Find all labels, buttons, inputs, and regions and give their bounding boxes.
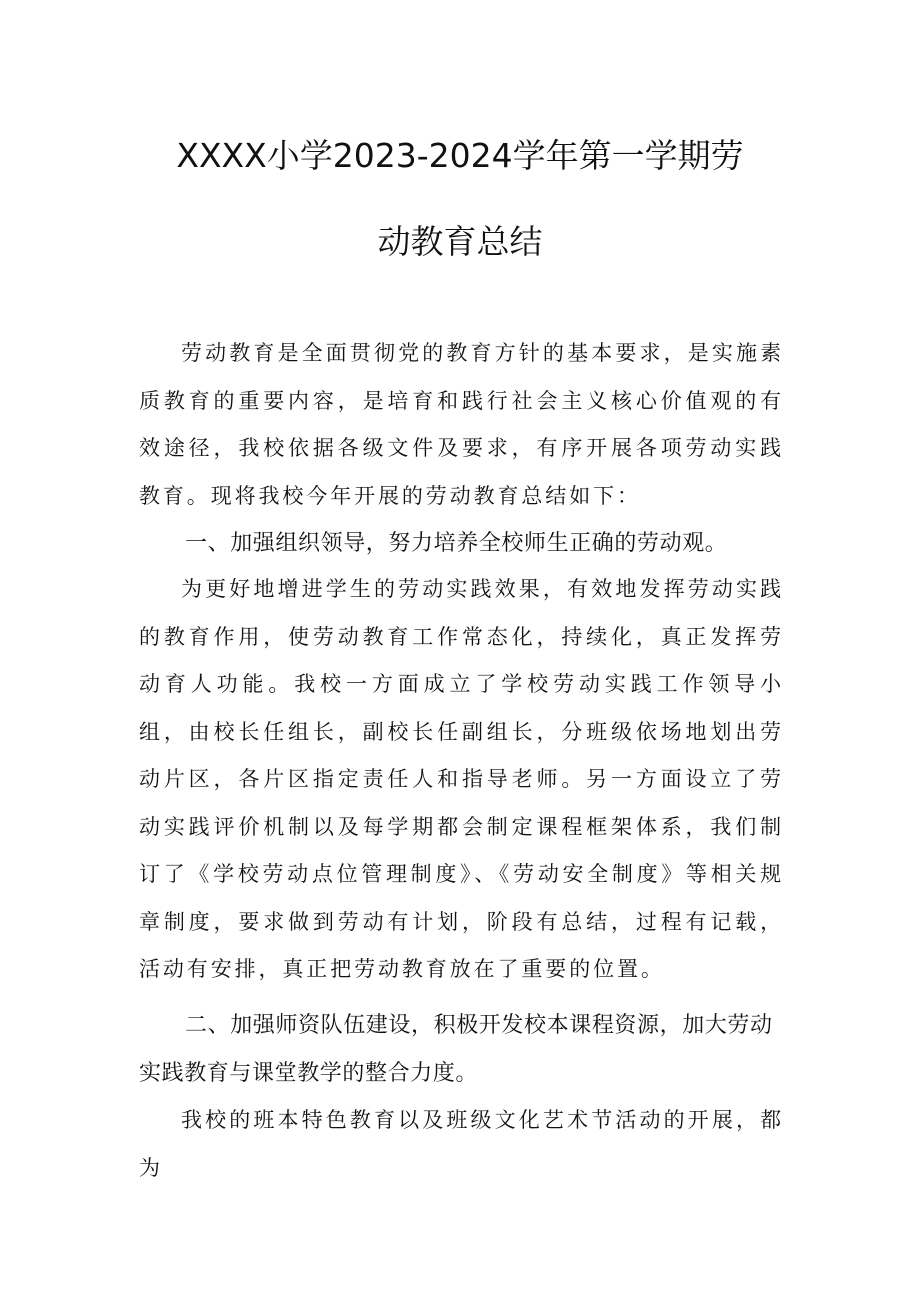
document-title-line-1: XXXX小学2023-2024学年第一学期劳 bbox=[176, 136, 744, 175]
document-title-line-2: 动教育总结 bbox=[377, 222, 543, 261]
section-heading-1: 一、加强组织领导，努力培养全校师生正确的劳动观。 bbox=[185, 531, 728, 556]
intro-paragraph: 劳动教育是全面贯彻党的教育方针的基本要求，是实施素质教育的重要内容，是培育和践行社会主义核心价值观的有效途径，我校依据各级文件及要求，有序开展各项劳动实践教育。现将我校今年开展的劳动教育总结如下： bbox=[139, 341, 784, 508]
section-1-paragraph: 为更好地增进学生的劳动实践效果，有效地发挥劳动实践的教育作用，使劳动教育工作常态化，持续化，真正发挥劳动育人功能。我校一方面成立了学校劳动实践工作领导小组，由校长任组长，副校长任副组长，分班级依场地划出劳动片区，各片区指定责任人和指导老师。另一方面设立了劳动实践评价机制以及每学期都会制定课程框架体系，我们制订了《学校劳动点位管理制度》、《劳动安全制度》等相关规章制度，要求做到劳动有计划，阶段有总结，过程有记载，活动有安排，真正把劳动教育放在了重要的位置。 bbox=[139, 577, 784, 981]
section-heading-2: 二、加强师资队伍建设，积极开发校本课程资源，加大劳动实践教育与课堂教学的整合力度。 bbox=[139, 1013, 773, 1086]
section-2-paragraph: 我校的班本特色教育以及班级文化艺术节活动的开展，都为 bbox=[139, 1108, 784, 1180]
